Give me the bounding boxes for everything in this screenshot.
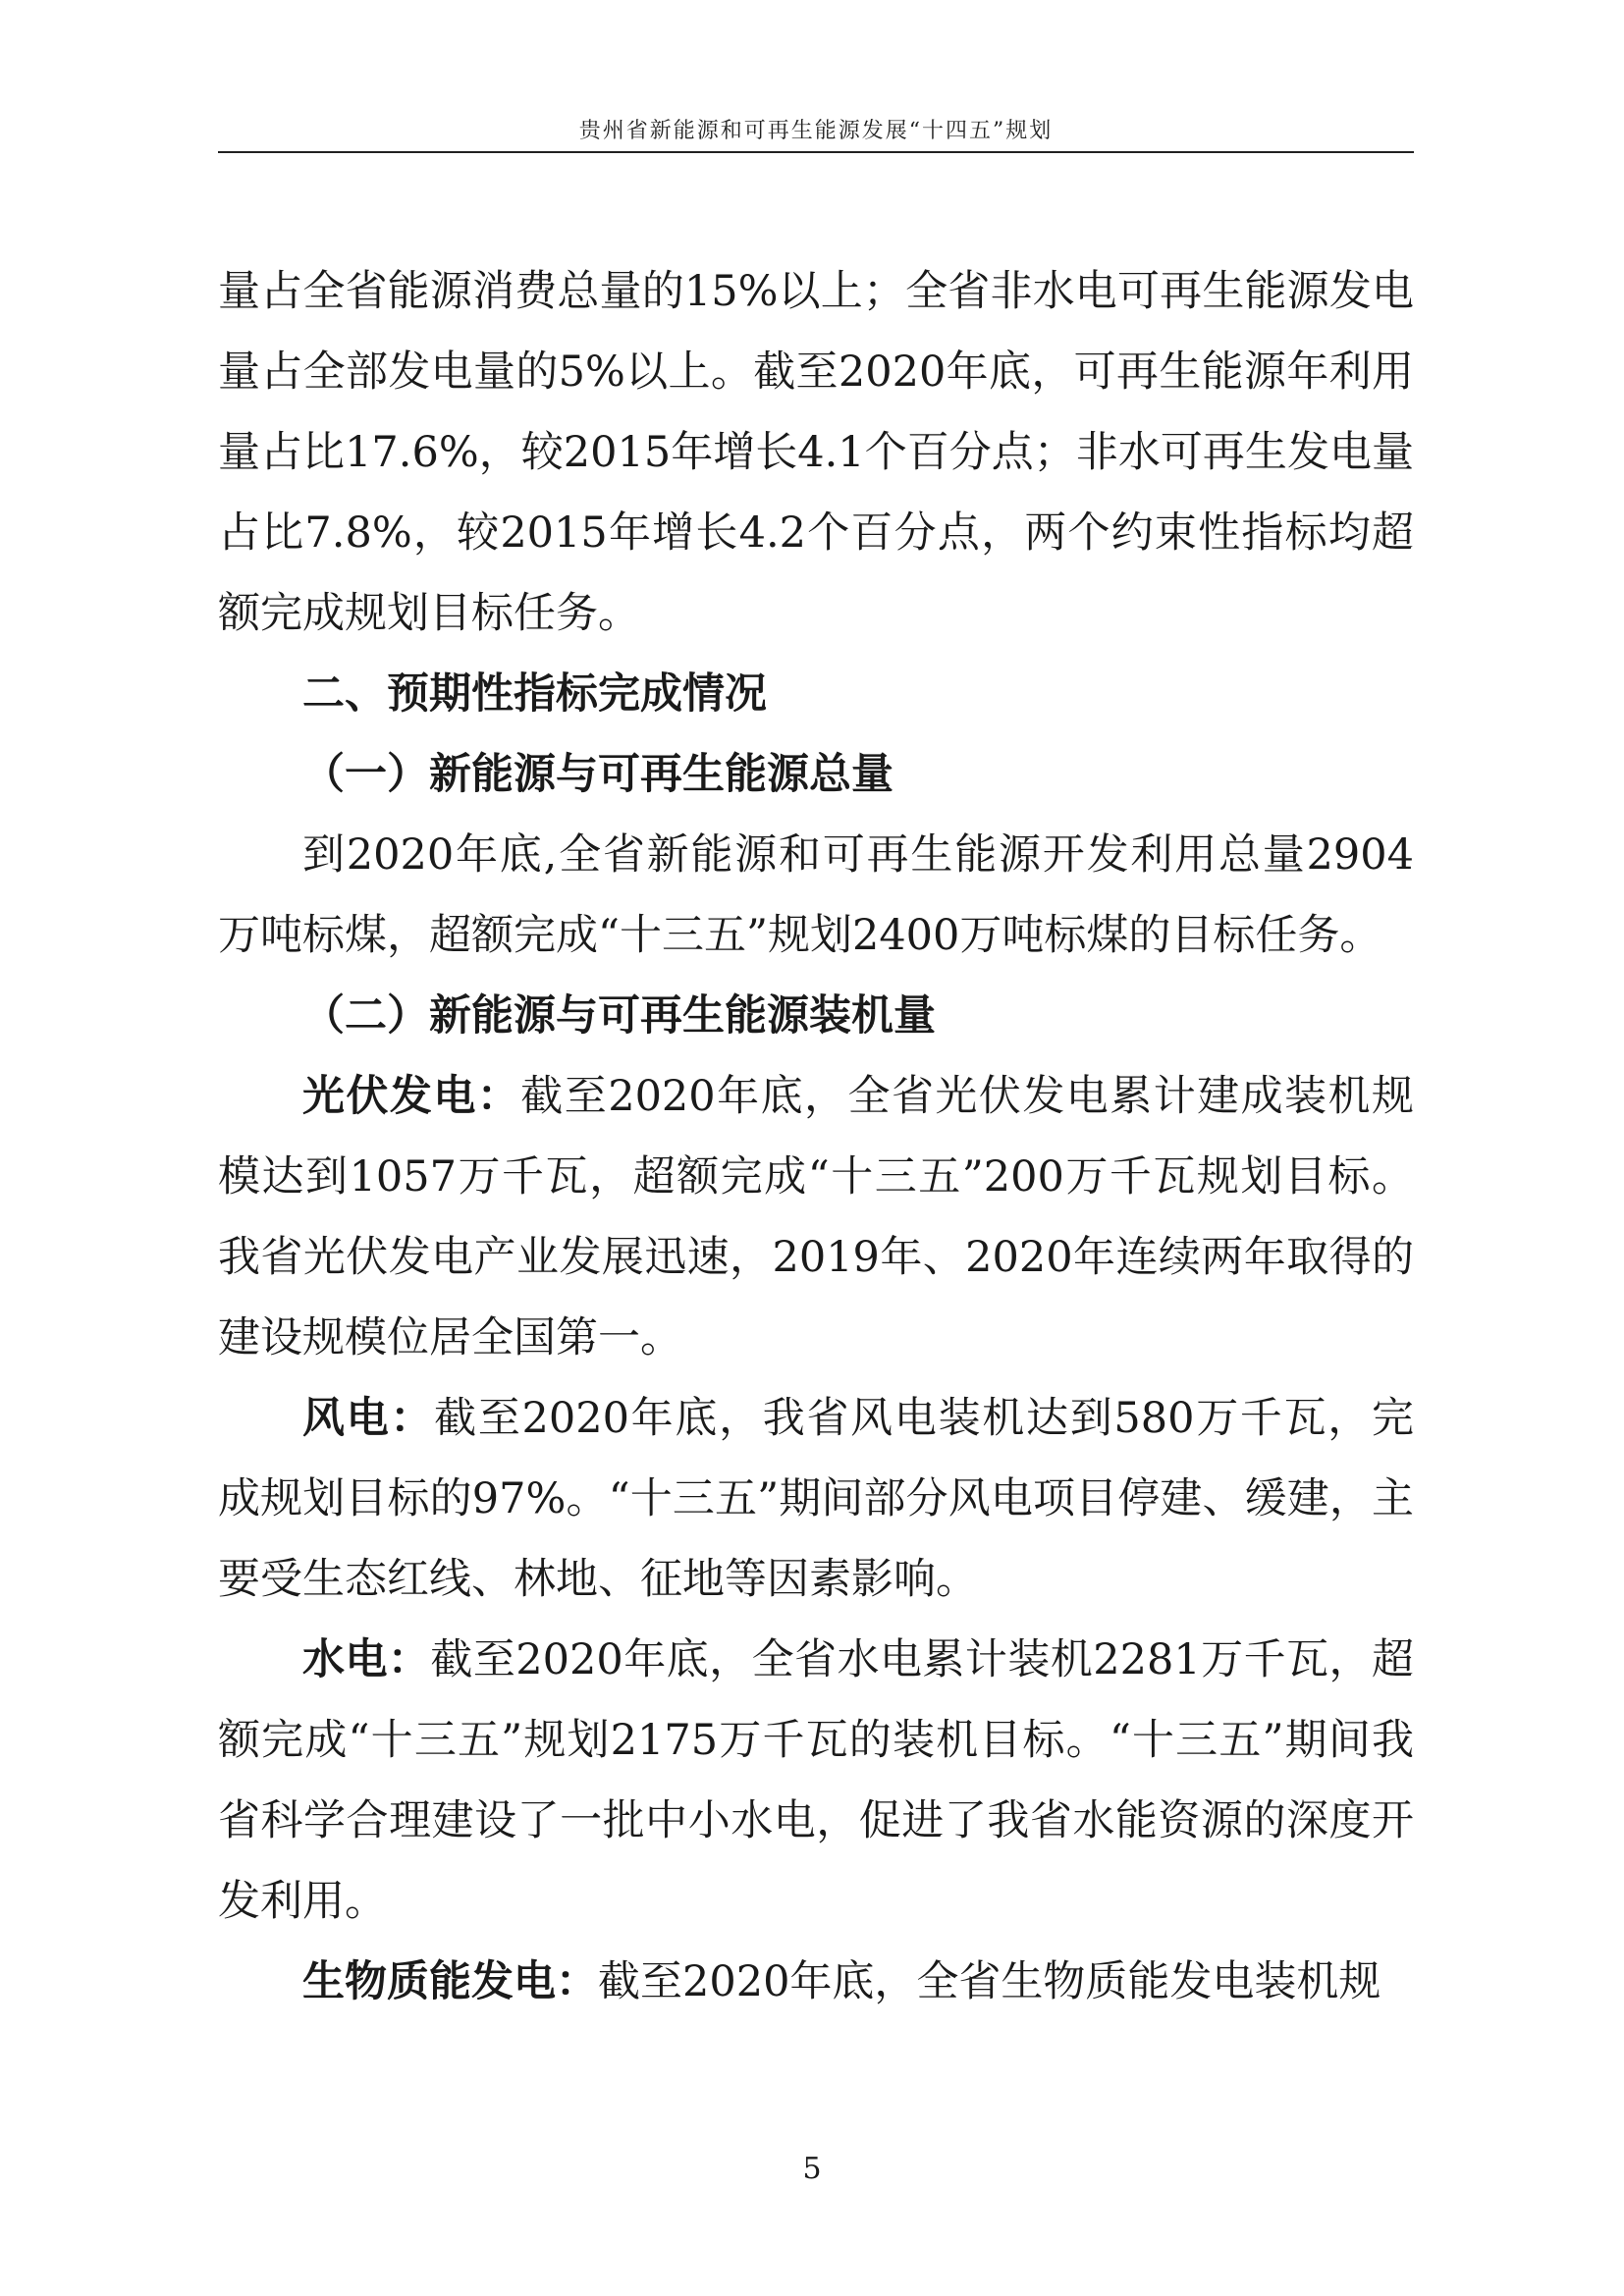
hydro-text: 截至2020年底，全省水电累计装机2281万千瓦，超额完成“十三五”规划2175万千瓦的装机目标。“十三五”期间我省科学合理建设了一批中小水电，促进了我省水能资源的深度开发利用。: [218, 1635, 1414, 1926]
subsection-heading-total: （一）新能源与可再生能源总量: [302, 750, 893, 799]
paragraph-biomass: [218, 1942, 1414, 2022]
section-heading-expected-indicators: 二、预期性指标完成情况: [302, 669, 767, 719]
wind-text: 截至2020年底，我省风电装机达到580万千瓦，完成规划目标的97%。“十三五”期间部分风电项目停建、缓建，主要受生态红线、林地、征地等因素影响。: [218, 1394, 1415, 1604]
body-text: [218, 251, 1414, 2022]
paragraph-photovoltaic: [218, 1056, 1414, 1378]
hydro-lead: 水电：: [302, 1635, 431, 1684]
subsection-heading-installed-capacity: （二）新能源与可再生能源装机量: [302, 991, 936, 1041]
page-number: 5: [802, 2152, 822, 2186]
paragraph-hydro: [218, 1620, 1414, 1942]
paragraph-constraint-indicators: 量占全省能源消费总量的15%以上；全省非水电可再生能源发电量占全部发电量的5%以上。截至2020年底，可再生能源年利用量占比17.6%，较2015年增长4.1个百分点；非水可再生发电量占比7.8%，较2015年增长4.2个百分点，两个约束性指标均超额完成规划目标任务。: [218, 267, 1414, 638]
paragraph-total-utilization: 到2020年底,全省新能源和可再生能源开发利用总量2904万吨标煤，超额完成“十三五”规划2400万吨标煤的目标任务。: [218, 830, 1414, 960]
photovoltaic-text: 截至2020年底，全省光伏发电累计建成装机规模达到1057万千瓦，超额完成“十三五”200万千瓦规划目标。我省光伏发电产业发展迅速，2019年、2020年连续两年取得的建设规模位居全国第一。: [218, 1072, 1414, 1362]
wind-lead: 风电：: [302, 1394, 435, 1443]
photovoltaic-lead: 光伏发电：: [302, 1072, 521, 1121]
biomass-lead: 生物质能发电：: [302, 1957, 598, 2006]
paragraph-wind: [218, 1378, 1414, 1620]
biomass-text: 截至2020年底，全省生物质能发电装机规: [598, 1957, 1381, 2006]
running-header: 贵州省新能源和可再生能源发展“十四五”规划: [578, 119, 1054, 143]
header-rule: [218, 151, 1414, 153]
